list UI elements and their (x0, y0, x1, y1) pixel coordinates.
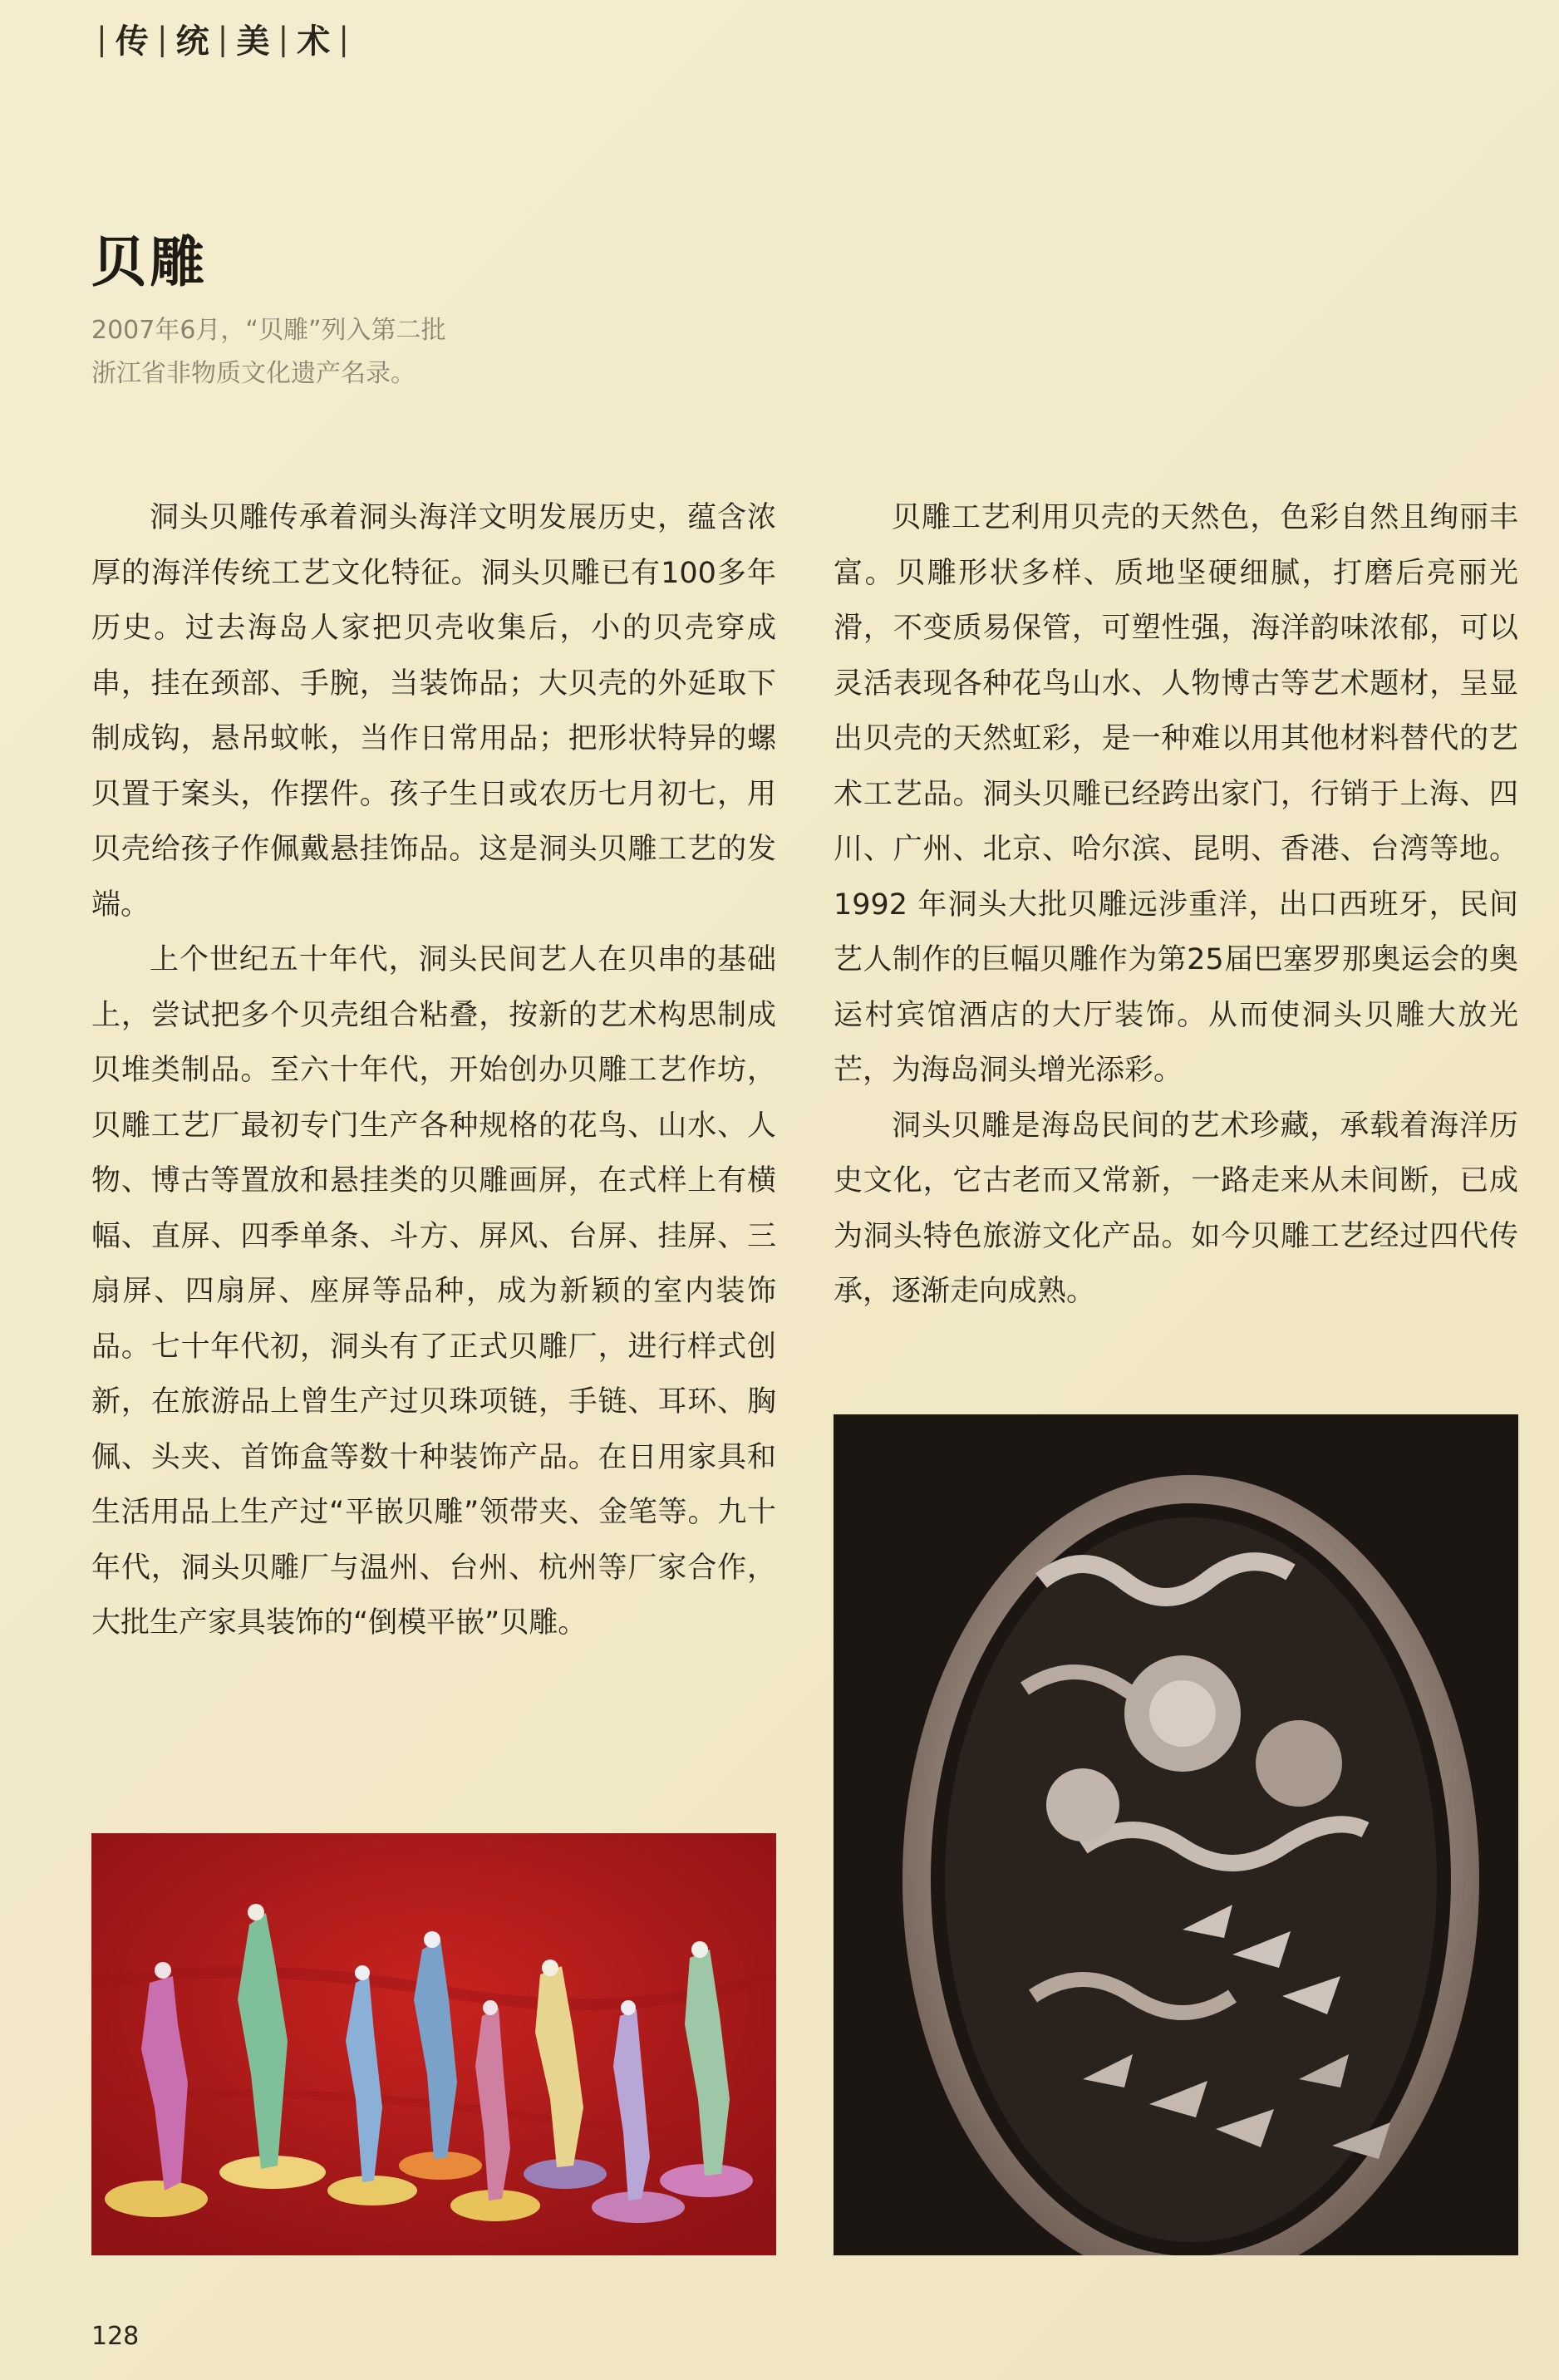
section-tag-char: 传 (115, 22, 150, 61)
subtitle-line: 浙江省非物质文化遗产名录。 (91, 359, 416, 388)
subtitle-line: 2007年6月，“贝雕”列入第二批 (91, 316, 446, 345)
paragraph: 洞头贝雕传承着洞头海洋文明发展历史，蕴含浓厚的海洋传统工艺文化特征。洞头贝雕已有100多年历史。过去海岛人家把贝壳收集后，小的贝壳穿成串，挂在颈部、手腕，当装饰品；大贝壳的外延取下制成钩，悬吊蚊帐，当作日常用品；把形状特异的螺贝置于案头，作摆件。孩子生日或农历七月初七，用贝壳给孩子作佩戴悬挂饰品。这是洞头贝雕工艺的发端。 (91, 501, 776, 922)
shell-carving-illustration (834, 1414, 1518, 2255)
figurines-photo (91, 1833, 776, 2255)
paragraph: 洞头贝雕是海岛民间的艺术珍藏，承载着海洋历史文化，它古老而又常新，一路走来从未间断，已成为洞头特色旅游文化产品。如今贝雕工艺经过四代传承，逐渐走向成熟。 (834, 1109, 1518, 1308)
paragraph: 上个世纪五十年代，洞头民间艺人在贝串的基础上，尝试把多个贝壳组合粘叠，按新的艺术构思制成贝堆类制品。至六十年代，开始创办贝雕工艺作坊，贝雕工艺厂最初专门生产各种规格的花鸟、山水、人物、博古等置放和悬挂类的贝雕画屏，在式样上有横幅、直屏、四季单条、斗方、屏风、台屏、挂屏、三扇屏、四扇屏、座屏等品种，成为新颖的室内装饰品。七十年代初，洞头有了正式贝雕厂，进行样式创新，在旅游品上曾生产过贝珠项链，手链、耳环、胸佩、头夹、首饰盒等数十种装饰产品。在日用家具和生活用品上生产过“平嵌贝雕”领带夹、金笔等。九十年代，洞头贝雕厂与温州、台州、杭州等厂家合作，大批生产家具装饰的“倒模平嵌”贝雕。 (91, 943, 776, 1640)
left-column (91, 490, 776, 1651)
shell-carving-photo (834, 1414, 1518, 2255)
section-tag: | 传 | 统 | 美 | 术 | (90, 15, 357, 62)
article-title: 贝雕 (91, 229, 208, 294)
section-tag-char: 统 (175, 22, 211, 61)
figurines-illustration (91, 1833, 776, 2255)
page-number: 128 (91, 2322, 140, 2351)
right-column (834, 490, 1518, 1320)
section-tag-char: 美 (236, 22, 272, 61)
section-tag-char: 术 (297, 22, 332, 61)
paragraph: 贝雕工艺利用贝壳的天然色，色彩自然且绚丽丰富。贝雕形状多样、质地坚硬细腻，打磨后亮丽光滑，不变质易保管，可塑性强，海洋韵味浓郁，可以灵活表现各种花鸟山水、人物博古等艺术题材，呈显出贝壳的天然虹彩，是一种难以用其他材料替代的艺术工艺品。洞头贝雕已经跨出家门，行销于上海、四川、广州、北京、哈尔滨、昆明、香港、台湾等地。1992 年洞头大批贝雕远涉重洋，出口西班牙，民间艺人制作的巨幅贝雕作为第25届巴塞罗那奥运会的奥运村宾馆酒店的大厅装饰。从而使洞头贝雕大放光芒，为海岛洞头增光添彩。 (834, 501, 1518, 1087)
article-subtitle (91, 309, 446, 396)
